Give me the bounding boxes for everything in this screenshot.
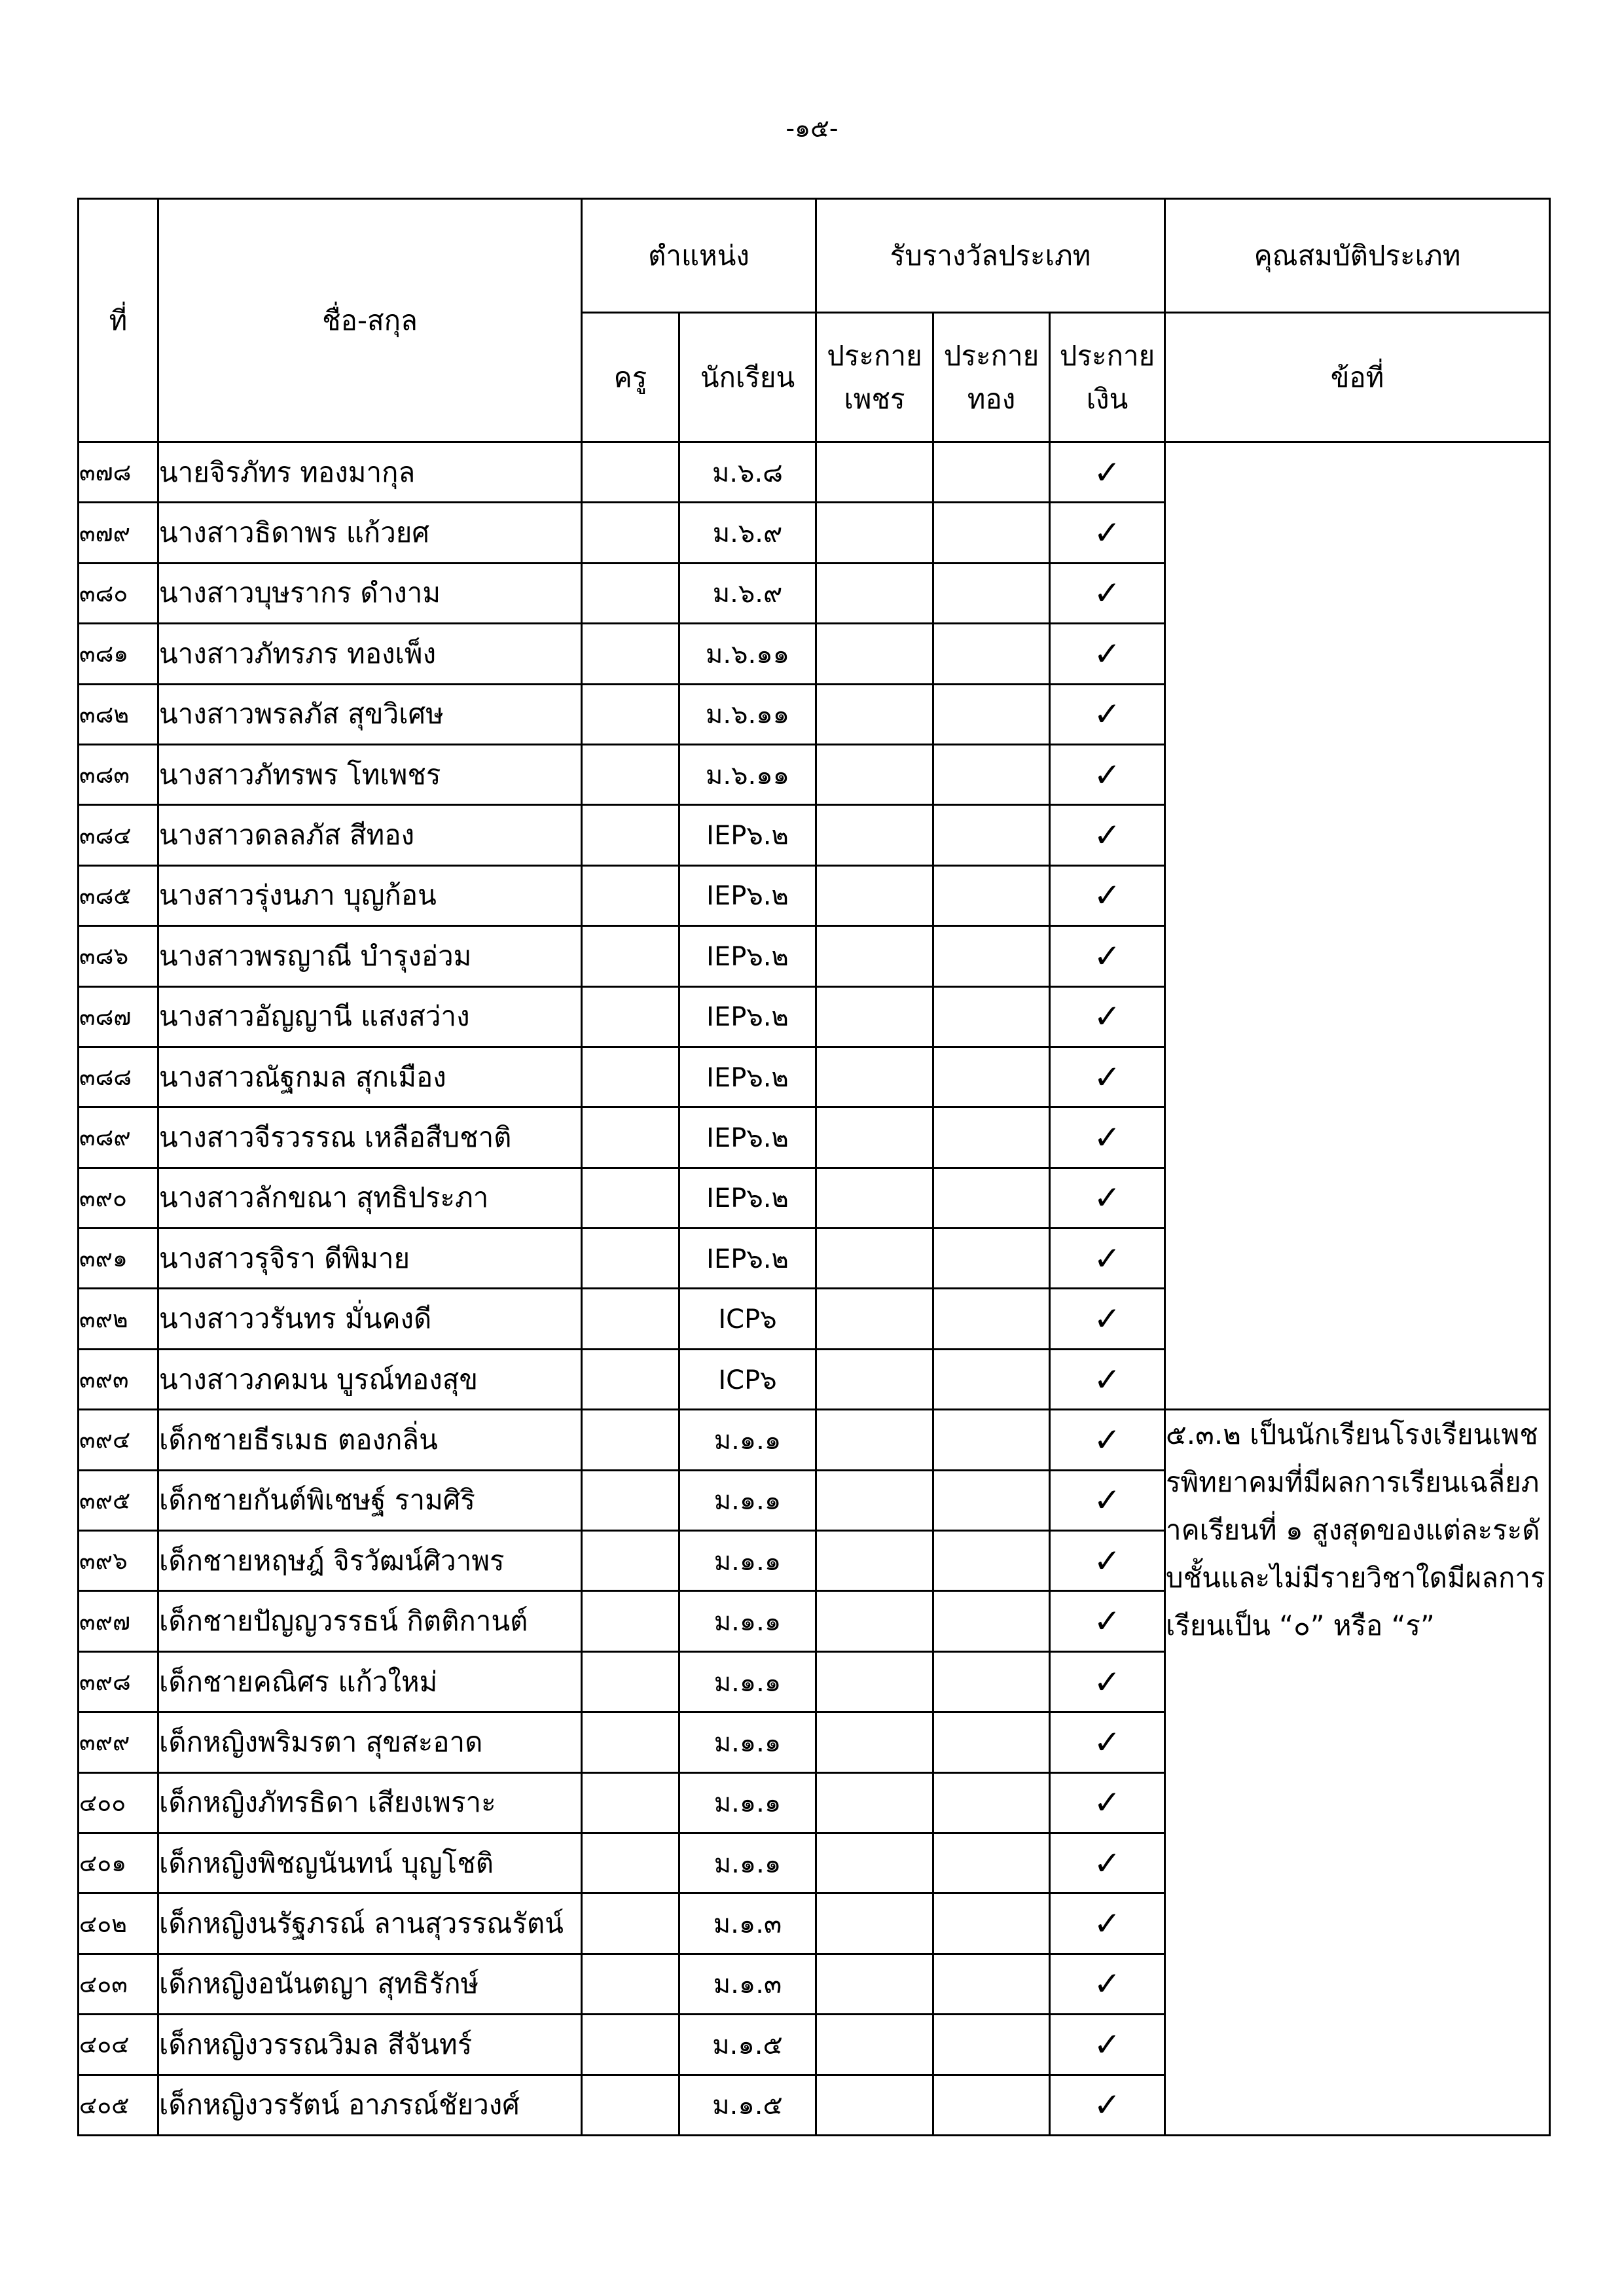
silver-check-cell <box>1050 1229 1165 1289</box>
diamond-cell <box>816 563 933 623</box>
teacher-cell <box>582 805 679 865</box>
table-row <box>79 1410 1550 1470</box>
header-gold-line2: ทอง <box>967 382 1016 415</box>
header-student: นักเรียน <box>679 313 816 442</box>
teacher-cell <box>582 1289 679 1349</box>
student-class: ICP๖ <box>679 1349 816 1409</box>
header-gold <box>933 313 1050 442</box>
silver-check-cell <box>1050 684 1165 744</box>
awards-table <box>77 198 1551 2136</box>
gold-cell <box>933 1349 1050 1409</box>
silver-check-cell <box>1050 2075 1165 2135</box>
student-class: IEP๖.๒ <box>679 1168 816 1228</box>
silver-check-cell <box>1050 1168 1165 1228</box>
check-mark-icon: ✓ <box>1093 755 1121 794</box>
teacher-cell <box>582 1712 679 1772</box>
student-class: ม.๑.๓ <box>679 1954 816 2014</box>
row-number: ๔๐๑ <box>79 1833 158 1893</box>
student-class: ม.๑.๕ <box>679 2075 816 2135</box>
header-qualification-type: คุณสมบัติประเภท <box>1165 199 1550 313</box>
silver-check-cell <box>1050 503 1165 563</box>
row-number: ๓๘๗ <box>79 986 158 1047</box>
diamond-cell <box>816 744 933 804</box>
table-row <box>79 442 1550 503</box>
check-mark-icon: ✓ <box>1093 1602 1121 1641</box>
student-name: นางสาวรุจิรา ดีพิมาย <box>158 1229 582 1289</box>
teacher-cell <box>582 442 679 503</box>
gold-cell <box>933 442 1050 503</box>
check-mark-icon: ✓ <box>1093 1239 1121 1278</box>
student-name: เด็กหญิงอนันตญา สุทธิรักษ์ <box>158 1954 582 2014</box>
student-class: IEP๖.๒ <box>679 986 816 1047</box>
row-number: ๓๘๒ <box>79 684 158 744</box>
diamond-cell <box>816 1047 933 1107</box>
header-clause: ข้อที่ <box>1165 313 1550 442</box>
gold-cell <box>933 1833 1050 1893</box>
diamond-cell <box>816 2015 933 2075</box>
diamond-cell <box>816 684 933 744</box>
student-class: IEP๖.๒ <box>679 926 816 986</box>
check-mark-icon: ✓ <box>1093 574 1121 613</box>
student-class: ม.๖.๘ <box>679 442 816 503</box>
diamond-cell <box>816 624 933 684</box>
student-name: เด็กหญิงนรัฐภรณ์ ลานสุวรรณรัตน์ <box>158 1893 582 1954</box>
check-mark-icon: ✓ <box>1093 1179 1121 1217</box>
student-name: นางสาววรันทร มั่นคงดี <box>158 1289 582 1349</box>
teacher-cell <box>582 1772 679 1833</box>
silver-check-cell <box>1050 1349 1165 1409</box>
gold-cell <box>933 1712 1050 1772</box>
header-diamond <box>816 313 933 442</box>
student-name: นางสาวอัญญานี แสงสว่าง <box>158 986 582 1047</box>
gold-cell <box>933 1893 1050 1954</box>
teacher-cell <box>582 1168 679 1228</box>
check-mark-icon: ✓ <box>1093 1965 1121 2003</box>
student-name: นายจิรภัทร ทองมากุล <box>158 442 582 503</box>
gold-cell <box>933 1047 1050 1107</box>
gold-cell <box>933 1651 1050 1712</box>
gold-cell <box>933 1410 1050 1470</box>
teacher-cell <box>582 865 679 925</box>
header-diamond-line2: เพชร <box>844 382 905 415</box>
gold-cell <box>933 1289 1050 1349</box>
student-name: นางสาวลักขณา สุทธิประภา <box>158 1168 582 1228</box>
row-number: ๔๐๒ <box>79 1893 158 1954</box>
teacher-cell <box>582 2015 679 2075</box>
row-number: ๔๐๓ <box>79 1954 158 2014</box>
student-name: นางสาวภคมน บูรณ์ทองสุข <box>158 1349 582 1409</box>
diamond-cell <box>816 503 933 563</box>
gold-cell <box>933 1531 1050 1591</box>
page-number: -๑๕- <box>785 114 839 143</box>
diamond-cell <box>816 442 933 503</box>
silver-check-cell <box>1050 1531 1165 1591</box>
teacher-cell <box>582 1410 679 1470</box>
student-class: ม.๑.๑ <box>679 1772 816 1833</box>
teacher-cell <box>582 1047 679 1107</box>
header-silver <box>1050 313 1165 442</box>
check-mark-icon: ✓ <box>1093 1118 1121 1157</box>
check-mark-icon: ✓ <box>1093 2025 1121 2064</box>
teacher-cell <box>582 1107 679 1168</box>
row-number: ๓๘๑ <box>79 624 158 684</box>
student-class: ICP๖ <box>679 1289 816 1349</box>
silver-check-cell <box>1050 1410 1165 1470</box>
row-number: ๔๐๔ <box>79 2015 158 2075</box>
diamond-cell <box>816 1772 933 1833</box>
row-number: ๓๘๘ <box>79 1047 158 1107</box>
gold-cell <box>933 1107 1050 1168</box>
silver-check-cell <box>1050 1107 1165 1168</box>
diamond-cell <box>816 2075 933 2135</box>
diamond-cell <box>816 1107 933 1168</box>
student-class: ม.๑.๑ <box>679 1833 816 1893</box>
student-name: นางสาวณัฐกมล สุกเมือง <box>158 1047 582 1107</box>
check-mark-icon: ✓ <box>1093 1844 1121 1882</box>
teacher-cell <box>582 1470 679 1530</box>
row-number: ๓๗๘ <box>79 442 158 503</box>
diamond-cell <box>816 1893 933 1954</box>
teacher-cell <box>582 563 679 623</box>
student-class: ม.๖.๑๑ <box>679 684 816 744</box>
gold-cell <box>933 805 1050 865</box>
diamond-cell <box>816 986 933 1047</box>
check-mark-icon: ✓ <box>1093 1481 1121 1520</box>
check-mark-icon: ✓ <box>1093 634 1121 673</box>
student-class: ม.๑.๑ <box>679 1591 816 1651</box>
header-silver-line1: ประกาย <box>1059 340 1155 372</box>
student-class: ม.๑.๑ <box>679 1651 816 1712</box>
student-name: นางสาวดลลภัส สีทอง <box>158 805 582 865</box>
check-mark-icon: ✓ <box>1093 695 1121 734</box>
check-mark-icon: ✓ <box>1093 2086 1121 2125</box>
student-name: เด็กหญิงภัทรธิดา เสียงเพราะ <box>158 1772 582 1833</box>
silver-check-cell <box>1050 1954 1165 2014</box>
diamond-cell <box>816 1410 933 1470</box>
student-name: เด็กชายปัญญวรรธน์ กิตติกานต์ <box>158 1591 582 1651</box>
student-class: ม.๖.๑๑ <box>679 624 816 684</box>
silver-check-cell <box>1050 1289 1165 1349</box>
student-name: เด็กชายคณิศร แก้วใหม่ <box>158 1651 582 1712</box>
gold-cell <box>933 926 1050 986</box>
silver-check-cell <box>1050 1047 1165 1107</box>
gold-cell <box>933 1470 1050 1530</box>
diamond-cell <box>816 1470 933 1530</box>
teacher-cell <box>582 1833 679 1893</box>
silver-check-cell <box>1050 1772 1165 1833</box>
student-class: IEP๖.๒ <box>679 1229 816 1289</box>
check-mark-icon: ✓ <box>1093 514 1121 552</box>
check-mark-icon: ✓ <box>1093 1905 1121 1943</box>
gold-cell <box>933 865 1050 925</box>
teacher-cell <box>582 1954 679 2014</box>
diamond-cell <box>816 865 933 925</box>
silver-check-cell <box>1050 986 1165 1047</box>
student-class: ม.๑.๑ <box>679 1531 816 1591</box>
silver-check-cell <box>1050 624 1165 684</box>
teacher-cell <box>582 1349 679 1409</box>
row-number: ๓๙๒ <box>79 1289 158 1349</box>
row-number: ๔๐๐ <box>79 1772 158 1833</box>
check-mark-icon: ✓ <box>1093 937 1121 975</box>
row-number: ๓๙๓ <box>79 1349 158 1409</box>
silver-check-cell <box>1050 926 1165 986</box>
diamond-cell <box>816 1531 933 1591</box>
gold-cell <box>933 2075 1050 2135</box>
row-number: ๓๙๖ <box>79 1531 158 1591</box>
gold-cell <box>933 684 1050 744</box>
diamond-cell <box>816 1954 933 2014</box>
diamond-cell <box>816 805 933 865</box>
student-name: เด็กหญิงพิชญนันทน์ บุญโชติ <box>158 1833 582 1893</box>
student-name: นางสาวธิดาพร แก้วยศ <box>158 503 582 563</box>
silver-check-cell <box>1050 2015 1165 2075</box>
row-number: ๓๙๘ <box>79 1651 158 1712</box>
student-name: นางสาวจีรวรรณ เหลือสืบชาติ <box>158 1107 582 1168</box>
silver-check-cell <box>1050 1651 1165 1712</box>
student-class: ม.๖.๙ <box>679 563 816 623</box>
diamond-cell <box>816 1349 933 1409</box>
silver-check-cell <box>1050 1833 1165 1893</box>
student-class: ม.๑.๑ <box>679 1470 816 1530</box>
table-body <box>79 442 1550 2136</box>
teacher-cell <box>582 624 679 684</box>
student-name: เด็กชายกันต์พิเชษฐ์ รามศิริ <box>158 1470 582 1530</box>
teacher-cell <box>582 1651 679 1712</box>
silver-check-cell <box>1050 865 1165 925</box>
check-mark-icon: ✓ <box>1093 1420 1121 1459</box>
header-diamond-line1: ประกาย <box>827 340 922 372</box>
gold-cell <box>933 1591 1050 1651</box>
check-mark-icon: ✓ <box>1093 1300 1121 1338</box>
row-number: ๓๙๗ <box>79 1591 158 1651</box>
qualification-note: ๕.๓.๒ เป็นนักเรียนโรงเรียนเพชรพิทยาคมที่มีผลการเรียนเฉลี่ยภาคเรียนที่ ๑ สูงสุดของแต่ละระดับชั้นและไม่มีรายวิชาใดมีผลการเรียนเป็น “๐” หรือ “ร” <box>1165 1410 1550 2136</box>
row-number: ๓๗๙ <box>79 503 158 563</box>
student-name: เด็กหญิงวรรัตน์ อาภรณ์ชัยวงศ์ <box>158 2075 582 2135</box>
teacher-cell <box>582 1229 679 1289</box>
diamond-cell <box>816 926 933 986</box>
gold-cell <box>933 1954 1050 2014</box>
teacher-cell <box>582 986 679 1047</box>
student-name: นางสาวรุ่งนภา บุญก้อน <box>158 865 582 925</box>
row-number: ๓๙๑ <box>79 1229 158 1289</box>
check-mark-icon: ✓ <box>1093 816 1121 855</box>
row-number: ๓๘๔ <box>79 805 158 865</box>
gold-cell <box>933 744 1050 804</box>
gold-cell <box>933 1229 1050 1289</box>
student-class: ม.๑.๓ <box>679 1893 816 1954</box>
student-class: IEP๖.๒ <box>679 865 816 925</box>
student-class: ม.๑.๑ <box>679 1410 816 1470</box>
student-name: นางสาวพรญาณี บำรุงอ่วม <box>158 926 582 986</box>
silver-check-cell <box>1050 1470 1165 1530</box>
header-position: ตำแหน่ง <box>582 199 816 313</box>
student-class: ม.๑.๑ <box>679 1712 816 1772</box>
row-number: ๓๙๔ <box>79 1410 158 1470</box>
student-name: นางสาวภัทรภร ทองเพ็ง <box>158 624 582 684</box>
row-number: ๓๘๐ <box>79 563 158 623</box>
header-name: ชื่อ-สกุล <box>158 199 582 442</box>
student-name: นางสาวบุษรากร ดำงาม <box>158 563 582 623</box>
gold-cell <box>933 1772 1050 1833</box>
check-mark-icon: ✓ <box>1093 876 1121 915</box>
student-name: นางสาวภัทรพร โทเพชร <box>158 744 582 804</box>
qualification-cell-blank <box>1165 442 1550 1410</box>
check-mark-icon: ✓ <box>1093 453 1121 492</box>
student-name: เด็กชายหฤษฎ์ จิรวัฒน์ศิวาพร <box>158 1531 582 1591</box>
diamond-cell <box>816 1712 933 1772</box>
diamond-cell <box>816 1591 933 1651</box>
diamond-cell <box>816 1229 933 1289</box>
teacher-cell <box>582 1893 679 1954</box>
student-name: เด็กชายธีรเมธ ตองกลิ่น <box>158 1410 582 1470</box>
silver-check-cell <box>1050 563 1165 623</box>
check-mark-icon: ✓ <box>1093 997 1121 1036</box>
row-number: ๓๘๖ <box>79 926 158 986</box>
teacher-cell <box>582 2075 679 2135</box>
header-award-type: รับรางวัลประเภท <box>816 199 1165 313</box>
teacher-cell <box>582 744 679 804</box>
diamond-cell <box>816 1833 933 1893</box>
check-mark-icon: ✓ <box>1093 1662 1121 1701</box>
student-class: ม.๖.๑๑ <box>679 744 816 804</box>
row-number: ๓๘๓ <box>79 744 158 804</box>
student-name: เด็กหญิงพริมรตา สุขสะอาด <box>158 1712 582 1772</box>
silver-check-cell <box>1050 1712 1165 1772</box>
row-number: ๓๘๕ <box>79 865 158 925</box>
check-mark-icon: ✓ <box>1093 1360 1121 1399</box>
student-class: IEP๖.๒ <box>679 1107 816 1168</box>
teacher-cell <box>582 684 679 744</box>
student-name: นางสาวพรลภัส สุขวิเศษ <box>158 684 582 744</box>
student-class: ม.๖.๙ <box>679 503 816 563</box>
check-mark-icon: ✓ <box>1093 1723 1121 1761</box>
row-number: ๔๐๕ <box>79 2075 158 2135</box>
header-teacher: ครู <box>582 313 679 442</box>
gold-cell <box>933 563 1050 623</box>
teacher-cell <box>582 926 679 986</box>
student-class: ม.๑.๕ <box>679 2015 816 2075</box>
silver-check-cell <box>1050 1591 1165 1651</box>
check-mark-icon: ✓ <box>1093 1541 1121 1580</box>
row-number: ๓๙๙ <box>79 1712 158 1772</box>
row-number: ๓๘๙ <box>79 1107 158 1168</box>
row-number: ๓๙๐ <box>79 1168 158 1228</box>
teacher-cell <box>582 1591 679 1651</box>
header-no: ที่ <box>79 199 158 442</box>
row-number: ๓๙๕ <box>79 1470 158 1530</box>
silver-check-cell <box>1050 805 1165 865</box>
teacher-cell <box>582 503 679 563</box>
header-gold-line1: ประกาย <box>943 340 1039 372</box>
diamond-cell <box>816 1168 933 1228</box>
check-mark-icon: ✓ <box>1093 1058 1121 1096</box>
gold-cell <box>933 2015 1050 2075</box>
silver-check-cell <box>1050 744 1165 804</box>
header-silver-line2: เงิน <box>1086 382 1128 415</box>
student-name: เด็กหญิงวรรณวิมล สีจันทร์ <box>158 2015 582 2075</box>
gold-cell <box>933 503 1050 563</box>
student-class: IEP๖.๒ <box>679 805 816 865</box>
student-class: IEP๖.๒ <box>679 1047 816 1107</box>
silver-check-cell <box>1050 1893 1165 1954</box>
diamond-cell <box>816 1289 933 1349</box>
silver-check-cell <box>1050 442 1165 503</box>
gold-cell <box>933 1168 1050 1228</box>
gold-cell <box>933 624 1050 684</box>
teacher-cell <box>582 1531 679 1591</box>
gold-cell <box>933 986 1050 1047</box>
diamond-cell <box>816 1651 933 1712</box>
check-mark-icon: ✓ <box>1093 1784 1121 1822</box>
